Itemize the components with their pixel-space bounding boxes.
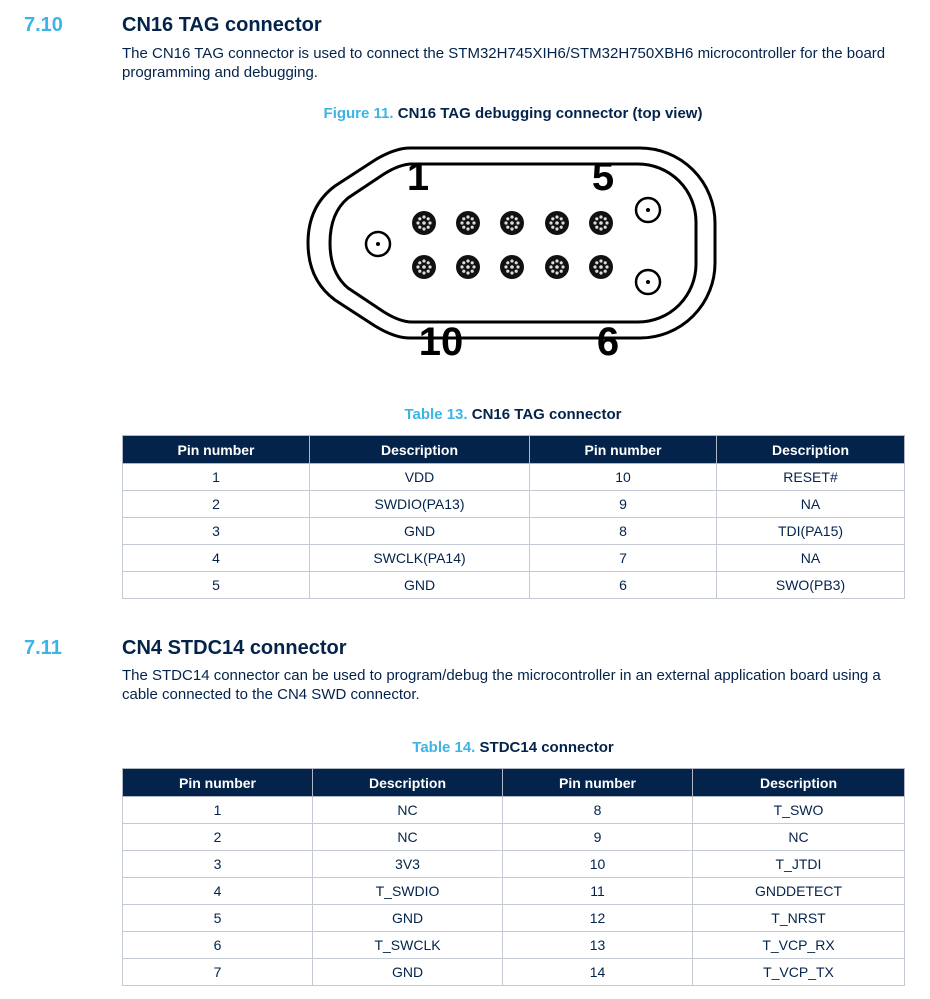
section-paragraph: The CN16 TAG connector is used to connect the STM32H745XIH6/STM32H750XBH6 microcontroller for the board programming and debugging. bbox=[122, 45, 886, 81]
pin-contact-dot bbox=[428, 221, 431, 224]
table-cell: 13 bbox=[503, 932, 693, 959]
pin-contact-dot bbox=[427, 217, 430, 220]
table-cell: 7 bbox=[123, 959, 313, 986]
pin-label-1: 1 bbox=[406, 155, 430, 199]
pin-contact-dot bbox=[599, 215, 602, 218]
table-row bbox=[123, 491, 905, 518]
pin-contact-dot bbox=[510, 271, 513, 274]
table-row bbox=[123, 464, 905, 491]
pin-contact-dot bbox=[422, 271, 425, 274]
pin-label-10: 10 bbox=[418, 320, 464, 364]
table-cell: NC bbox=[313, 797, 503, 824]
pin-contact-dot bbox=[595, 270, 598, 273]
table-cell: 10 bbox=[503, 851, 693, 878]
pin-contact-dot bbox=[462, 261, 465, 264]
section-number: 7.10 bbox=[24, 14, 63, 36]
table-cell: 6 bbox=[530, 572, 717, 599]
column-header: Pin number bbox=[123, 769, 313, 797]
pin-contact-dot bbox=[422, 265, 426, 269]
pin-contact-dot bbox=[555, 259, 558, 262]
table-cell: 3 bbox=[123, 851, 313, 878]
section-title: CN4 STDC14 connector bbox=[122, 637, 347, 659]
table-label: Table 14. bbox=[412, 739, 476, 756]
table-row bbox=[123, 851, 905, 878]
pin-label-5: 5 bbox=[591, 155, 615, 199]
table-cell: T_VCP_TX bbox=[693, 959, 905, 986]
pin-contact-dot bbox=[418, 217, 421, 220]
pin-contact-dot bbox=[551, 270, 554, 273]
pin-contact-dot bbox=[422, 221, 426, 225]
table-row bbox=[123, 797, 905, 824]
pin-contact-dot bbox=[593, 265, 596, 268]
pin-grid bbox=[412, 211, 613, 279]
table-cell: 3 bbox=[123, 518, 310, 545]
guide-hole-center bbox=[646, 208, 650, 212]
pin-contact-dot bbox=[460, 221, 463, 224]
pin-contact-dot bbox=[466, 221, 470, 225]
cn16-pin-table bbox=[122, 435, 905, 599]
pin-contact-dot bbox=[604, 226, 607, 229]
connector-diagram bbox=[300, 140, 730, 370]
pin-contact-dot bbox=[551, 261, 554, 264]
table-row bbox=[123, 878, 905, 905]
table-row bbox=[123, 545, 905, 572]
table-cell: T_SWO bbox=[693, 797, 905, 824]
table-cell: NC bbox=[313, 824, 503, 851]
table-cell: 12 bbox=[503, 905, 693, 932]
pin-contact-dot bbox=[510, 259, 513, 262]
pin-label-6: 6 bbox=[596, 320, 620, 364]
column-header: Description bbox=[717, 436, 905, 464]
table-cell: 2 bbox=[123, 491, 310, 518]
pin-contact-dot bbox=[599, 271, 602, 274]
pin-contact-dot bbox=[427, 261, 430, 264]
table-header-row bbox=[123, 769, 905, 797]
table-cell: 5 bbox=[123, 905, 313, 932]
column-header: Description bbox=[693, 769, 905, 797]
pin-contact-dot bbox=[506, 226, 509, 229]
pin-contact-dot bbox=[422, 259, 425, 262]
pin-contact-dot bbox=[466, 265, 470, 269]
pin-contact-dot bbox=[466, 259, 469, 262]
table-cell: VDD bbox=[310, 464, 530, 491]
table-cell: T_VCP_RX bbox=[693, 932, 905, 959]
table-cell: 9 bbox=[503, 824, 693, 851]
table-caption bbox=[0, 406, 930, 423]
table-cell: 11 bbox=[503, 878, 693, 905]
pin-contact-dot bbox=[427, 270, 430, 273]
table-cell: 6 bbox=[123, 932, 313, 959]
table-cell: 3V3 bbox=[313, 851, 503, 878]
pin-contact-dot bbox=[516, 265, 519, 268]
table-cell: NA bbox=[717, 545, 905, 572]
pin-contact-dot bbox=[506, 270, 509, 273]
pin-contact-dot bbox=[555, 265, 559, 269]
table-cell: NA bbox=[717, 491, 905, 518]
table-cell: 10 bbox=[530, 464, 717, 491]
pin-contact-dot bbox=[604, 217, 607, 220]
pin-contact-dot bbox=[416, 265, 419, 268]
table-cell: 5 bbox=[123, 572, 310, 599]
pin-contact-dot bbox=[506, 217, 509, 220]
pin-contact-dot bbox=[560, 261, 563, 264]
table-cell: SWCLK(PA14) bbox=[310, 545, 530, 572]
section-title: CN16 TAG connector bbox=[122, 14, 322, 36]
table-title: STDC14 connector bbox=[479, 739, 614, 756]
pin-contact-dot bbox=[422, 227, 425, 230]
table-cell: SWO(PB3) bbox=[717, 572, 905, 599]
table-label: Table 13. bbox=[404, 406, 468, 423]
pin-contact-dot bbox=[599, 265, 603, 269]
pin-contact-dot bbox=[466, 227, 469, 230]
pin-contact-dot bbox=[422, 215, 425, 218]
table-cell: GND bbox=[313, 959, 503, 986]
table-cell: GND bbox=[310, 518, 530, 545]
pin-contact-dot bbox=[471, 270, 474, 273]
table-title: CN16 TAG connector bbox=[471, 406, 622, 423]
figure-title: CN16 TAG debugging connector (top view) bbox=[397, 105, 703, 122]
table-cell: 7 bbox=[530, 545, 717, 572]
table-cell: GND bbox=[310, 572, 530, 599]
column-header: Pin number bbox=[123, 436, 310, 464]
figure-label: Figure 11. bbox=[323, 105, 394, 122]
table-cell: T_NRST bbox=[693, 905, 905, 932]
table-cell: T_SWDIO bbox=[313, 878, 503, 905]
pin-contact-dot bbox=[605, 221, 608, 224]
figure-caption bbox=[0, 105, 930, 122]
pin-contact-dot bbox=[551, 226, 554, 229]
table-row bbox=[123, 905, 905, 932]
pin-contact-dot bbox=[462, 270, 465, 273]
table-cell: T_SWCLK bbox=[313, 932, 503, 959]
table-cell: NC bbox=[693, 824, 905, 851]
pin-contact-dot bbox=[466, 215, 469, 218]
pin-contact-dot bbox=[595, 217, 598, 220]
pin-contact-dot bbox=[427, 226, 430, 229]
pin-contact-dot bbox=[466, 271, 469, 274]
table-cell: 8 bbox=[530, 518, 717, 545]
pin-contact-dot bbox=[604, 261, 607, 264]
pin-contact-dot bbox=[560, 270, 563, 273]
pin-contact-dot bbox=[472, 265, 475, 268]
table-cell: 4 bbox=[123, 878, 313, 905]
column-header: Description bbox=[310, 436, 530, 464]
pin-contact-dot bbox=[549, 221, 552, 224]
pin-contact-dot bbox=[428, 265, 431, 268]
table-row bbox=[123, 959, 905, 986]
pin-contact-dot bbox=[418, 261, 421, 264]
pin-contact-dot bbox=[516, 221, 519, 224]
pin-contact-dot bbox=[555, 215, 558, 218]
table-row bbox=[123, 932, 905, 959]
pin-contact-dot bbox=[605, 265, 608, 268]
table-caption bbox=[0, 739, 930, 756]
table-cell: 2 bbox=[123, 824, 313, 851]
section-paragraph: The STDC14 connector can be used to program/debug the microcontroller in an external application board using a cable connected to the CN4 SWD connector. bbox=[122, 667, 881, 703]
table-cell: RESET# bbox=[717, 464, 905, 491]
pin-contact-dot bbox=[599, 221, 603, 225]
pin-contact-dot bbox=[510, 221, 514, 225]
pin-contact-dot bbox=[510, 265, 514, 269]
table-cell: T_JTDI bbox=[693, 851, 905, 878]
pin-contact-dot bbox=[560, 226, 563, 229]
pin-contact-dot bbox=[555, 227, 558, 230]
table-row bbox=[123, 518, 905, 545]
pin-contact-dot bbox=[549, 265, 552, 268]
table-cell: GND bbox=[313, 905, 503, 932]
table-cell: 1 bbox=[123, 797, 313, 824]
pin-contact-dot bbox=[506, 261, 509, 264]
table-cell: 9 bbox=[530, 491, 717, 518]
pin-contact-dot bbox=[599, 259, 602, 262]
pin-contact-dot bbox=[471, 217, 474, 220]
guide-hole-center bbox=[646, 280, 650, 284]
pin-contact-dot bbox=[595, 261, 598, 264]
pin-contact-dot bbox=[560, 217, 563, 220]
table-cell: 14 bbox=[503, 959, 693, 986]
pin-contact-dot bbox=[515, 270, 518, 273]
table-cell: 1 bbox=[123, 464, 310, 491]
pin-contact-dot bbox=[510, 215, 513, 218]
table-row bbox=[123, 824, 905, 851]
pin-contact-dot bbox=[561, 221, 564, 224]
pin-contact-dot bbox=[460, 265, 463, 268]
pin-contact-dot bbox=[515, 217, 518, 220]
pin-contact-dot bbox=[593, 221, 596, 224]
pin-contact-dot bbox=[555, 271, 558, 274]
pin-contact-dot bbox=[515, 226, 518, 229]
pin-contact-dot bbox=[510, 227, 513, 230]
pin-contact-dot bbox=[604, 270, 607, 273]
table-cell: 4 bbox=[123, 545, 310, 572]
pin-contact-dot bbox=[599, 227, 602, 230]
table-row bbox=[123, 572, 905, 599]
pin-contact-dot bbox=[504, 265, 507, 268]
section-number: 7.11 bbox=[24, 637, 62, 659]
pin-contact-dot bbox=[471, 226, 474, 229]
pin-contact-dot bbox=[471, 261, 474, 264]
table-cell: TDI(PA15) bbox=[717, 518, 905, 545]
pin-contact-dot bbox=[555, 221, 559, 225]
column-header: Pin number bbox=[530, 436, 717, 464]
table-header-row bbox=[123, 436, 905, 464]
pin-contact-dot bbox=[462, 226, 465, 229]
pin-contact-dot bbox=[561, 265, 564, 268]
column-header: Description bbox=[313, 769, 503, 797]
pin-contact-dot bbox=[416, 221, 419, 224]
stdc14-pin-table bbox=[122, 768, 905, 986]
pin-contact-dot bbox=[595, 226, 598, 229]
pin-contact-dot bbox=[462, 217, 465, 220]
pin-contact-dot bbox=[551, 217, 554, 220]
guide-hole-center bbox=[376, 242, 380, 246]
table-cell: GNDDETECT bbox=[693, 878, 905, 905]
pin-contact-dot bbox=[504, 221, 507, 224]
pin-contact-dot bbox=[418, 226, 421, 229]
pin-contact-dot bbox=[418, 270, 421, 273]
table-cell: 8 bbox=[503, 797, 693, 824]
pin-contact-dot bbox=[472, 221, 475, 224]
table-cell: SWDIO(PA13) bbox=[310, 491, 530, 518]
column-header: Pin number bbox=[503, 769, 693, 797]
pin-contact-dot bbox=[515, 261, 518, 264]
